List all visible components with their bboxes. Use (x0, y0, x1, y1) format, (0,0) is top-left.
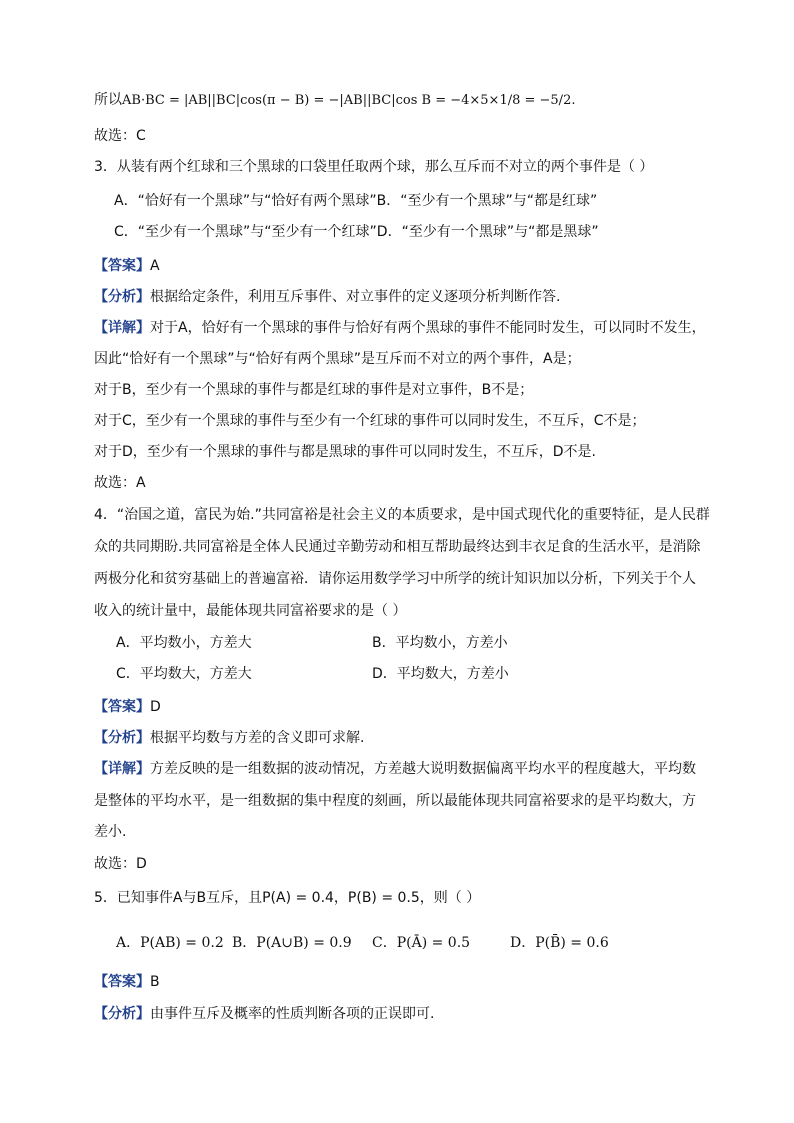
question-4-option-d: D．平均数大，方差小 (372, 666, 509, 682)
question-5-option-b: B．P(A∪B) = 0.9 (232, 935, 352, 951)
question-4-option-c: C．平均数大，方差大 (116, 666, 252, 682)
answer-line: 【答案】D (94, 699, 161, 715)
question-4-option-a: A．平均数小，方差大 (116, 635, 252, 651)
analysis-tag: 【分析】 (94, 1006, 150, 1022)
question-3-options-ab: A．“恰好有一个黑球”与“恰好有两个黑球”B．“至少有一个黑球”与“都是红球” (114, 193, 598, 209)
answer-line: 【答案】A (94, 258, 160, 274)
question-5-option-a: A．P(AB) = 0.2 (116, 935, 224, 951)
answer-tag: 【答案】 (94, 974, 150, 990)
answer-choice-line: 故选：A (94, 475, 146, 491)
vector-formula: AB·BC = |AB||BC|cos(π − B) = −|AB||BC|cos B = −4×5×1/8 = −5/2. (122, 93, 576, 108)
explanation-text: 差小. (94, 824, 127, 840)
question-5-option-d: D．P(B̄) = 0.6 (510, 935, 609, 951)
answer-tag: 【答案】 (94, 258, 150, 274)
formula-line: 所以AB·BC = |AB||BC|cos(π − B) = −|AB||BC|cos B = −4×5×1/8 = −5/2. (94, 92, 576, 108)
explanation-text: 因此“恰好有一个黑球”与“恰好有两个黑球”是互斥而不对立的两个事件，A是； (94, 351, 581, 367)
question-4-option-b: B．平均数小，方差小 (372, 635, 508, 651)
question-3-options-cd: C．“至少有一个黑球”与“至少有一个红球”D．“至少有一个黑球”与“都是黑球” (114, 224, 599, 240)
analysis-tag: 【分析】 (94, 730, 150, 746)
question-5-stem: 5．已知事件A与B互斥，且P(A) = 0.4，P(B) = 0.5，则（ ） (94, 890, 481, 906)
question-4-stem: 4．“治国之道，富民为始.”共同富裕是社会主义的本质要求，是中国式现代化的重要特征，是人民群 (94, 507, 710, 523)
question-4-stem: 两极分化和贫穷基础上的普遍富裕．请你运用数学学习中所学的统计知识加以分析，下列关于个人 (94, 571, 696, 587)
explanation-text: 对于B，至少有一个黑球的事件与都是红球的事件是对立事件，B不是； (94, 382, 534, 398)
explanation-line: 【详解】方差反映的是一组数据的波动情况，方差越大说明数据偏离平均水平的程度越大，平均数 (94, 761, 696, 777)
analysis-line: 【分析】由事件互斥及概率的性质判断各项的正误即可. (94, 1006, 435, 1022)
explanation-tag: 【详解】 (94, 761, 150, 777)
question-4-stem: 收入的统计量中，最能体现共同富裕要求的是（ ） (94, 603, 407, 619)
question-3-stem: 3．从装有两个红球和三个黑球的口袋里任取两个球，那么互斥而不对立的两个事件是（ ） (94, 159, 654, 175)
answer-line: 【答案】B (94, 974, 160, 990)
question-4-stem: 众的共同期盼.共同富裕是全体人民通过辛勤劳动和相互帮助最终达到丰衣足食的生活水平，是消除 (94, 539, 701, 555)
answer-choice-line: 故选：C (94, 128, 146, 144)
answer-tag: 【答案】 (94, 699, 150, 715)
analysis-line: 【分析】根据给定条件，利用互斥事件、对立事件的定义逐项分析判断作答. (94, 289, 561, 305)
answer-choice-line: 故选：D (94, 856, 147, 872)
explanation-text: 对于C，至少有一个黑球的事件与至少有一个红球的事件可以同时发生，不互斥，C不是； (94, 413, 646, 429)
explanation-line: 【详解】对于A，恰好有一个黑球的事件与恰好有两个黑球的事件不能同时发生，可以同时不发生， (94, 320, 706, 336)
analysis-tag: 【分析】 (94, 289, 150, 305)
question-5-option-c: C．P(Ā) = 0.5 (372, 935, 471, 951)
explanation-tag: 【详解】 (94, 320, 150, 336)
explanation-text: 是整体的平均水平，是一组数据的集中程度的刻画，所以最能体现共同富裕要求的是平均数大，方 (94, 793, 696, 809)
analysis-line: 【分析】根据平均数与方差的含义即可求解. (94, 730, 365, 746)
explanation-text: 对于D，至少有一个黑球的事件与都是黑球的事件可以同时发生，不互斥，D不是. (94, 444, 597, 460)
